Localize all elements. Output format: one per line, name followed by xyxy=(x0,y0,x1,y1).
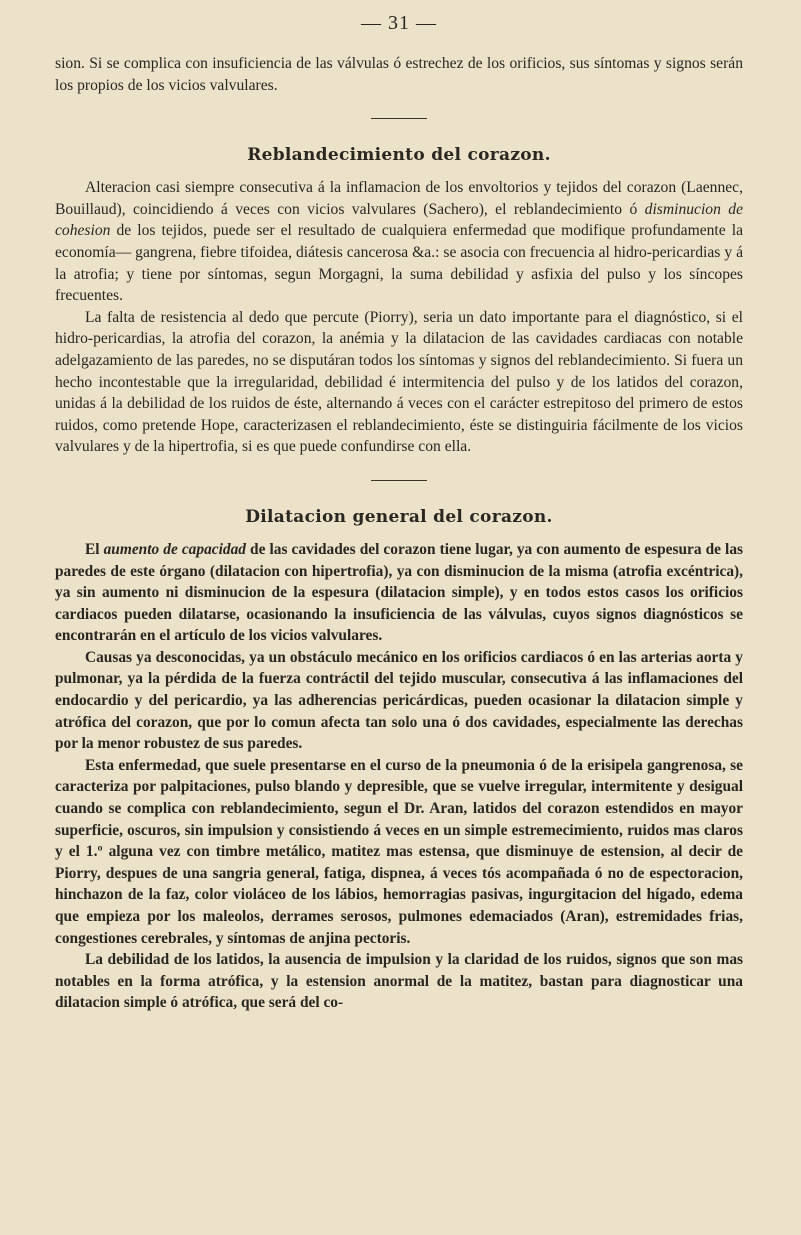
section-heading-dilatacion: Dilatacion general del corazon. xyxy=(245,506,553,527)
section-divider xyxy=(371,118,427,119)
page-number: — 31 — xyxy=(361,12,437,34)
intro-paragraph: sion. Si se complica con insuficiencia de las válvulas ó estrechez de los orificios, sus síntomas y signos serán los propios de los vicios valvulares. xyxy=(55,55,743,94)
paragraph: Causas ya desconocidas, ya un obstáculo mecánico en los orificios cardiacos ó en las arterias aorta y pulmonar, ya la pérdida de la fuerza contráctil del tejido muscular, consecutiva á las inflamaciones del endocardio y del pericardio, ya las adherencias pericárdicas, pueden ocasionar la dilatacion simple y atrófica del corazon, que por lo comun afecta tan solo una ó dos cavidades, especialmente las derechas por la menor robustez de sus paredes. xyxy=(55,648,743,753)
text-run: Alteracion casi siempre consecutiva á la inflamacion de los envoltorios y tejidos del corazon (Laennec, Bouillaud), coincidiendo á veces con vicios valvulares (Sachero), el reblandecimiento ó xyxy=(55,179,743,218)
italic-term: disminucion de cohesion xyxy=(55,200,743,240)
italic-term: aumento de capacidad xyxy=(103,540,246,558)
text-run: de las cavidades del corazon tiene lugar, ya con aumento de espesura de las paredes de este órgano (dilatacion con hipertrofia), ya con disminucion de la misma (atrofia excéntrica), ya sin aumento ni disminucion de la espesura (dilatacion simple), y en todos estos casos los orificios cardiacos pueden dilatarse, ocasionando la insuficiencia de las válvulas, cuyos signos diagnósticos se encontrarán en el artículo de los vicios valvulares. xyxy=(55,540,744,645)
text-run: El xyxy=(85,540,104,558)
paragraph: La falta de resistencia al dedo que percute (Piorry), seria un dato importante para el diagnóstico, si el hidro-pericardias, la atrofia del corazon, la anémia y la dilatacion de las cavidades cardiacas con notable adelgazamiento de las paredes, no se disputáran todos los síntomas y signos del reblandecimiento. Si fuera un hecho incontestable que la irregularidad, debilidad é intermitencia del pulso y de los latidos del corazon, unidas á la debilidad de los ruidos de éste, alternando á veces con el carácter estrepitoso del primero de estos ruidos, como pretende Hope, caracterizasen el reblandecimiento, éste se distinguiria fácilmente de los vicios valvulares y de la hipertrofia, si es que puede confundirse con ella. xyxy=(55,308,743,456)
paragraph: La debilidad de los latidos, la ausencia de impulsion y la claridad de los ruidos, signos que son mas notables en la forma atrófica, y la estension anormal de la matitez, bastan para diagnosticar una dilatacion simple ó atrófica, que será del co- xyxy=(55,951,743,1012)
section-divider xyxy=(371,480,427,481)
text-run: de los tejidos, puede ser el resultado de cualquiera enfermedad que modifique profundamente la economía— gangrena, fiebre tifoidea, diátesis cancerosa &a.: se asocia con frecuencia al hidro-pericardias y á la atrofia; y tiene por síntomas, segun Morgagni, la suma debilidad y asfixia del pulso y los síncopes frecuentes. xyxy=(55,222,743,305)
paragraph xyxy=(55,177,743,307)
section-body xyxy=(55,539,743,1014)
section-heading-reblandecimiento: Reblandecimiento del corazon. xyxy=(247,145,551,166)
paragraph xyxy=(55,539,743,647)
paragraph: Esta enfermedad, que suele presentarse en el curso de la pneumonia ó de la erisipela gangrenosa, se caracteriza por palpitaciones, pulso blando y depresible, que se vuelve irregular, intermitente y desigual cuando se complica con reblandecimiento, segun el Dr. Aran, latidos del corazon estendidos en mayor superficie, oscuros, sin impulsion y consistiendo á veces en un simple estremecimiento, ruidos mas claros y el 1.º alguna vez con timbre metálico, matitez mas estensa, que disminuye de estension, al decir de Piorry, despues de una sangria general, fatiga, dispnea, á veces tós acompañada ó no de espectoracion, hinchazon de la faz, color violáceo de los lábios, hemorragias pasivas, ingurgitacion del hígado, edema que empieza por los maleolos, derrames serosos, pulmones edemaciados (Aran), estremidades frias, congestiones cerebrales, y síntomas de anjina pectoris. xyxy=(55,756,743,947)
